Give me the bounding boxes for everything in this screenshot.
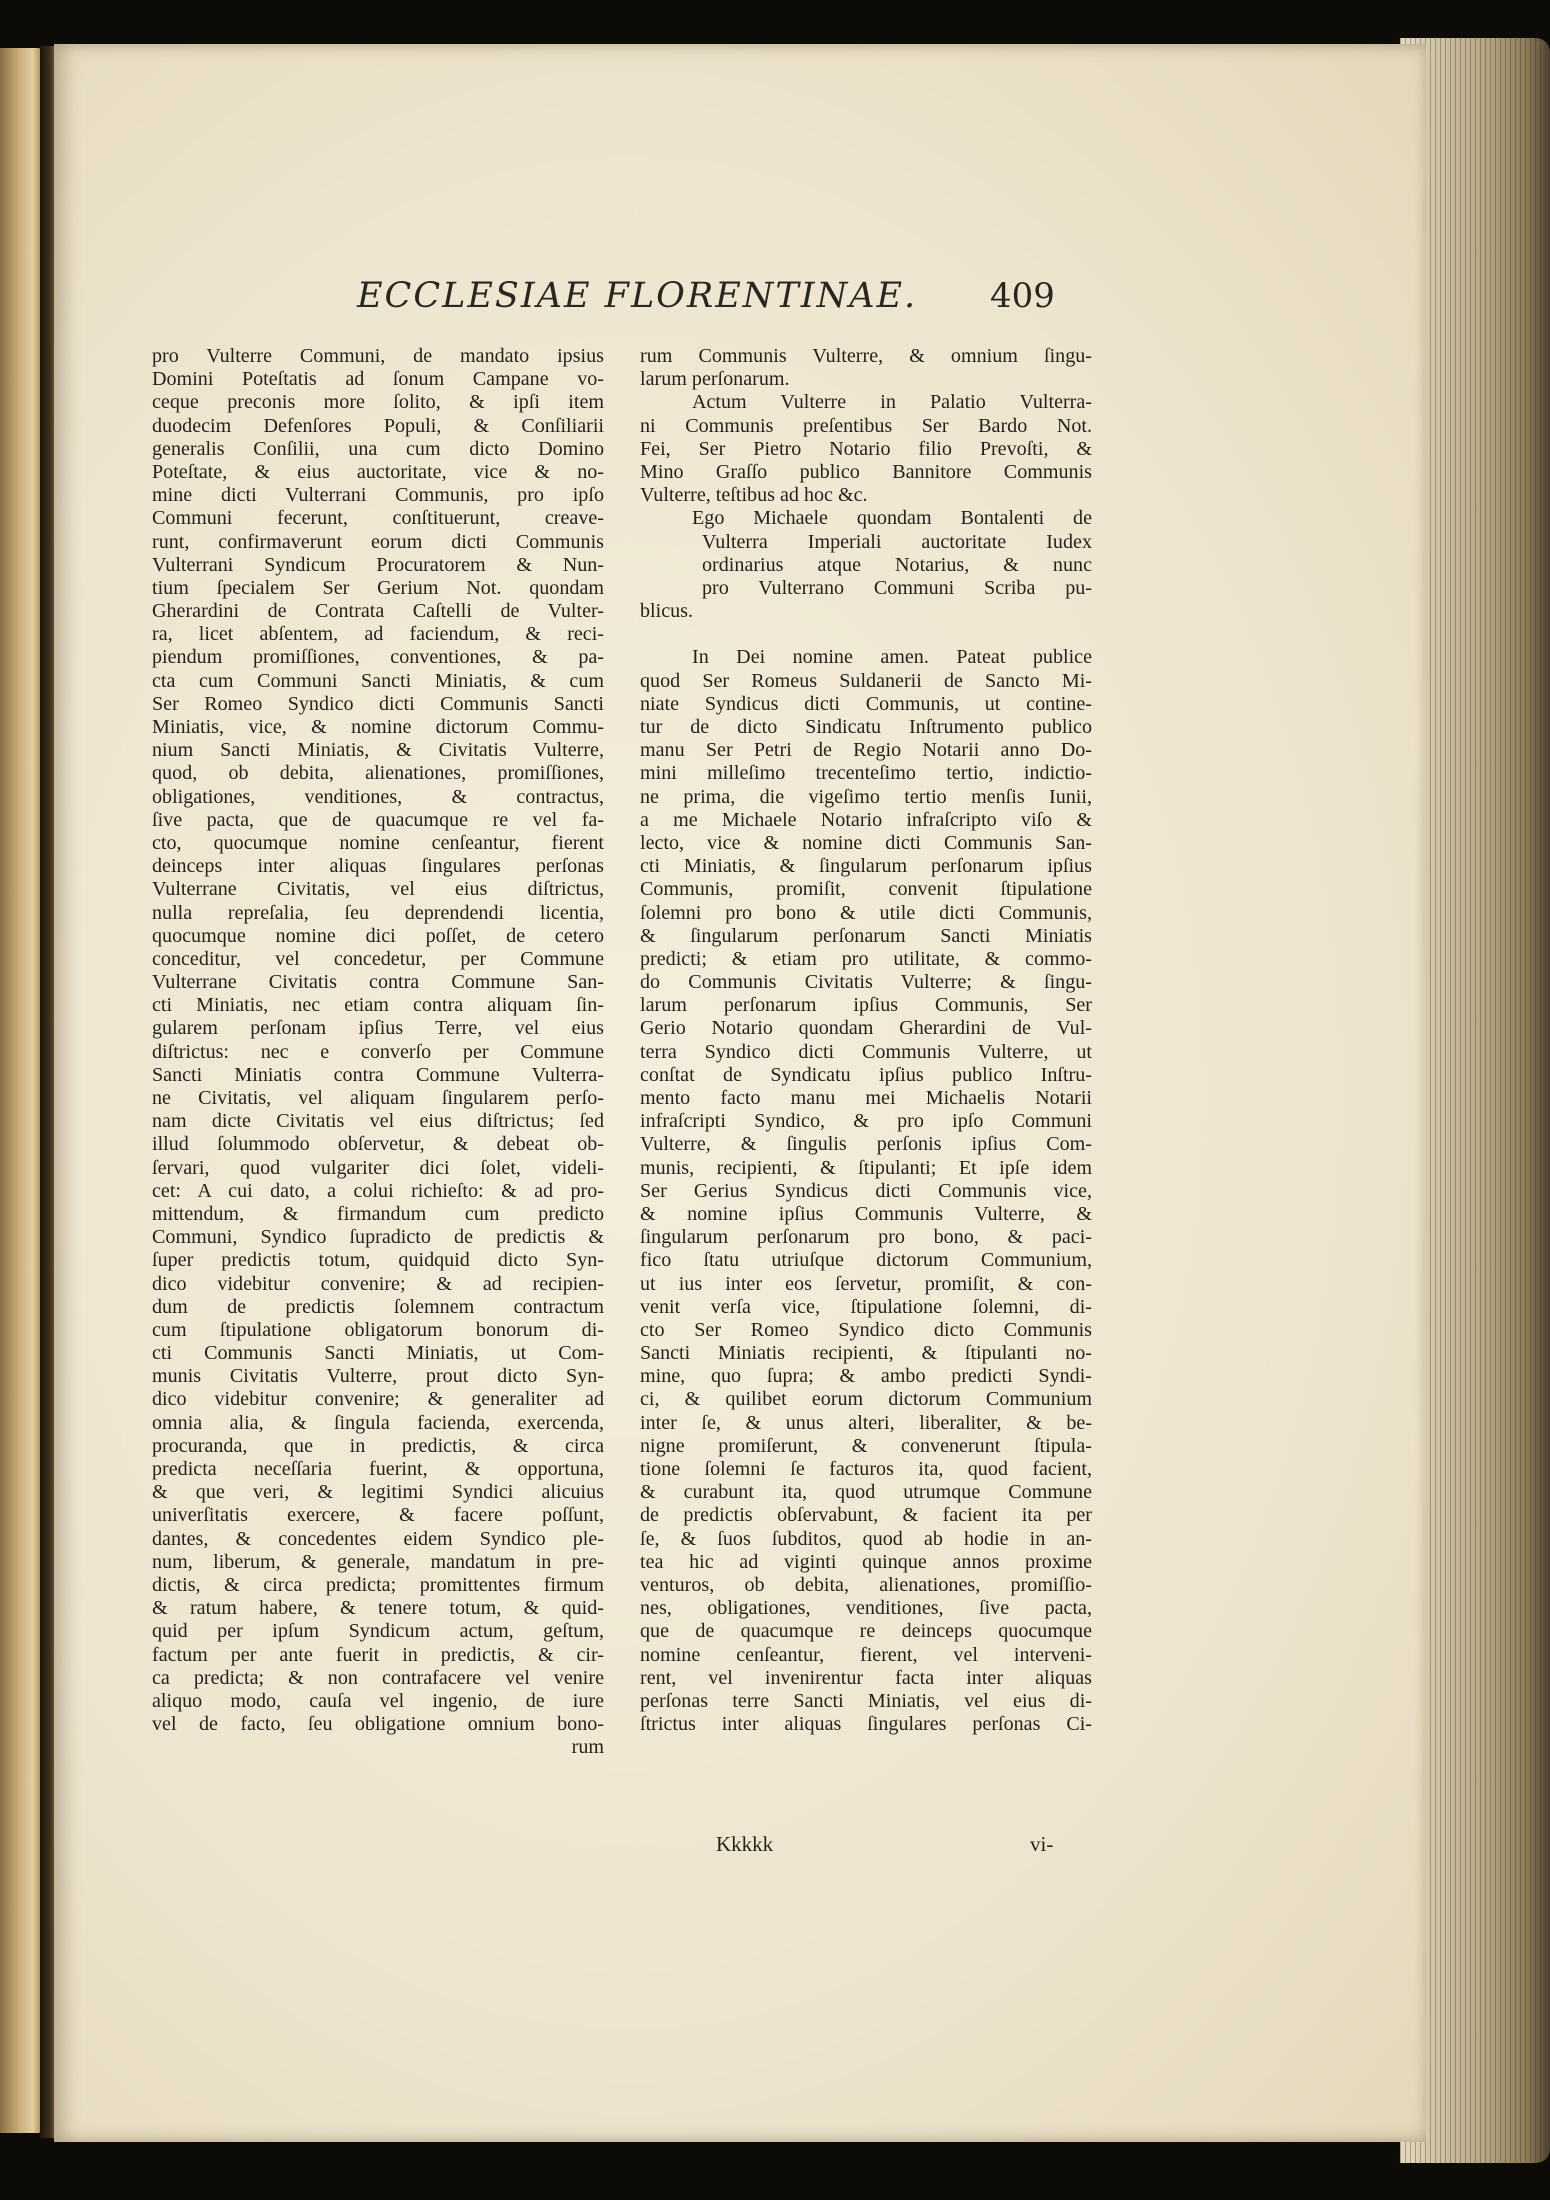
text-line: cti Miniatis, & ſingularum perſonarum ipſius — [640, 855, 1092, 878]
text-line: & que veri, & legitimi Syndici alicuius — [152, 1481, 604, 1504]
signature-mark: Kkkkk — [716, 1832, 774, 1856]
text-line: Ser Gerius Syndicus dicti Communis vice, — [640, 1179, 1092, 1202]
text-line: piendum promiſſiones, conventiones, & pa- — [152, 646, 604, 669]
text-line: fico ſtatu utriuſque dictorum Communium, — [640, 1249, 1092, 1272]
text-line: Domini Poteſtatis ad ſonum Campane vo- — [152, 368, 604, 391]
text-line: ſuper predictis totum, quidquid dicto Syn- — [152, 1249, 604, 1272]
text-line — [640, 623, 1092, 646]
text-line: ſervari, quod vulgariter dici ſolet, videli- — [152, 1156, 604, 1179]
text-line: tea hic ad viginti quinque annos proxime — [640, 1550, 1092, 1573]
running-head: ECCLESIAE FLORENTINAE. — [357, 276, 918, 316]
text-line: Vulterrani Syndicum Procuratorem & Nun- — [152, 553, 604, 576]
text-line: predicti; & etiam pro utilitate, & commo- — [640, 947, 1092, 970]
text-line: rum — [571, 1736, 604, 1759]
text-line: cet: A cui dato, a colui richieſto: & ad pro- — [152, 1179, 604, 1202]
text-line: manu Ser Petri de Regio Notarii anno Do- — [640, 739, 1092, 762]
text-line: nigne promiſerunt, & convenerunt ſtipula- — [640, 1434, 1092, 1457]
right-column — [640, 345, 1092, 1736]
text-line: Sancti Miniatis recipienti, & ſtipulanti no- — [640, 1342, 1092, 1365]
text-line: rent, vel invenirentur facta inter aliquas — [640, 1666, 1092, 1689]
text-line: gularem perſonam ipſius Terre, vel eius — [152, 1017, 604, 1040]
text-line: Communi fecerunt, conſtituerunt, creave- — [152, 507, 604, 530]
text-line: terra Syndico dicti Communis Vulterre, ut — [640, 1040, 1092, 1063]
text-line: cum ſtipulatione obligatorum bonorum di- — [152, 1318, 604, 1341]
text-line: num, liberum, & generale, mandatum in pre- — [152, 1550, 604, 1573]
left-page-edge — [0, 48, 42, 2133]
text-line: quid per ipſum Syndicum actum, geſtum, — [152, 1620, 604, 1643]
text-line: univerſitatis exercere, & facere poſſunt, — [152, 1504, 604, 1527]
text-line: mittendum, & firmandum cum predicto — [152, 1202, 604, 1225]
text-line: Ego Michaele quondam Bontalenti de — [692, 507, 1092, 530]
text-line: Mino Graſſo publico Bannitore Communis — [640, 460, 1092, 483]
text-line: dictis, & circa predicta; promittentes firmum — [152, 1573, 604, 1596]
text-line: do Communis Civitatis Vulterre; & ſingu- — [640, 971, 1092, 994]
text-line: Ser Romeo Syndico dicti Communis Sancti — [152, 692, 604, 715]
text-line: cto Ser Romeo Syndico dicto Communis — [640, 1318, 1092, 1341]
text-line: predicta neceſſaria fuerint, & opportuna, — [152, 1458, 604, 1480]
text-line: ut ius inter eos ſervetur, promiſit, & con- — [640, 1272, 1092, 1295]
text-line: cti Miniatis, nec etiam contra aliquam ſin- — [152, 994, 604, 1017]
text-line: Gerio Notario quondam Gherardini de Vul- — [640, 1017, 1092, 1040]
text-line: & ratum habere, & tenere totum, & quid- — [152, 1597, 604, 1620]
text-line: Poteſtate, & eius auctoritate, vice & no- — [152, 460, 604, 483]
text-line: ne Civitatis, vel aliquam ſingularem perſo- — [152, 1087, 604, 1109]
text-line: nium Sancti Miniatis, & Civitatis Vulterre, — [152, 739, 604, 762]
text-line: Actum Vulterre in Palatio Vulterra- — [692, 391, 1092, 414]
text-line: Vulterre, & ſingulis perſonis ipſius Com- — [640, 1133, 1092, 1156]
text-line: munis Civitatis Vulterre, prout dicto Syn- — [152, 1365, 604, 1388]
text-line: nes, obligationes, venditiones, ſive pacta, — [640, 1597, 1092, 1620]
text-line: larum perſonarum. — [640, 368, 790, 391]
text-line: ſolemni pro bono & utile dicti Communis, — [640, 901, 1092, 924]
text-line: Fei, Ser Pietro Notario filio Prevoſti, & — [640, 437, 1092, 460]
text-line: & curabunt ita, quod utrumque Commune — [640, 1481, 1092, 1504]
text-line: Vulterrane Civitatis, vel eius diſtrictus, — [152, 878, 604, 901]
left-column — [152, 345, 604, 1759]
text-line: ra, licet abſentem, ad faciendum, & reci- — [152, 623, 604, 646]
text-line: cta cum Communi Sancti Miniatis, & cum — [152, 669, 604, 692]
text-line: ſe, & ſuos ſubditos, quod ab hodie in an- — [640, 1527, 1092, 1550]
text-line: a me Michaele Notario infraſcripto viſo & — [640, 808, 1092, 831]
text-line: ordinarius atque Notarius, & nunc — [702, 553, 1092, 576]
text-line: ne prima, die vigeſimo tertio menſis Iunii, — [640, 785, 1092, 808]
text-line: diſtrictus: nec e converſo per Commune — [152, 1040, 604, 1063]
text-line: deinceps inter aliquas ſingulares perſonas — [152, 855, 604, 878]
text-line: duodecim Defenſores Populi, & Conſiliarii — [152, 414, 604, 437]
text-line: illud ſolummodo obſervetur, & debeat ob- — [152, 1133, 604, 1156]
text-line: obligationes, venditiones, & contractus, — [152, 785, 604, 808]
text-line: mini milleſimo trecenteſimo tertio, indictio- — [640, 762, 1092, 785]
text-line: vel de facto, ſeu obligatione omnium bono- — [152, 1713, 604, 1736]
text-line: Communis, promiſit, convenit ſtipulatione — [640, 878, 1092, 901]
text-line: ni Communis preſentibus Ser Bardo Not. — [640, 414, 1092, 437]
text-line: de predictis obſervabunt, & facient ita per — [640, 1504, 1092, 1527]
text-line: Vulterrane Civitatis contra Commune San- — [152, 971, 604, 994]
text-line: perſonas terre Sancti Miniatis, vel eius di- — [640, 1689, 1092, 1712]
text-line: mine, quo ſupra; & ambo predicti Syndi- — [640, 1365, 1092, 1388]
text-line: ca predicta; & non contrafacere vel venire — [152, 1666, 604, 1689]
text-line: & ſingularum perſonarum Sancti Miniatis — [640, 924, 1092, 947]
text-line: In Dei nomine amen. Pateat publice — [692, 646, 1092, 669]
text-line: ſingularum perſonarum pro bono, & paci- — [640, 1226, 1092, 1249]
text-line: dantes, & concedentes eidem Syndico ple- — [152, 1527, 604, 1550]
text-line: larum perſonarum ipſius Communis, Ser — [640, 994, 1092, 1017]
text-line: pro Vulterre Communi, de mandato ipsius — [152, 345, 604, 367]
text-line: ſtrictus inter aliquas ſingulares perſonas Ci- — [640, 1713, 1092, 1736]
text-line: cti Communis Sancti Miniatis, ut Com- — [152, 1342, 604, 1365]
text-line: tur de dicto Sindicatu Inſtrumento publico — [640, 716, 1092, 738]
text-line: aliquo modo, cauſa vel ingenio, de iure — [152, 1689, 604, 1712]
text-line: venit verſa vice, ſtipulatione ſolemni, di- — [640, 1295, 1092, 1318]
text-line: ci, & quilibet eorum dictorum Communium — [640, 1388, 1092, 1411]
text-line: nomine cenſeantur, fierent, vel interveni- — [640, 1643, 1092, 1666]
text-line: niate Syndicus dicti Communis, ut contine- — [640, 692, 1092, 715]
text-line: venturos, ob debita, alienationes, promiſſio- — [640, 1573, 1092, 1596]
text-line: cto, quocumque nomine cenſeantur, fierent — [152, 831, 604, 854]
text-line: pro Vulterrano Communi Scriba pu- — [702, 576, 1092, 599]
page-number: 409 — [990, 276, 1055, 316]
text-line: procuranda, que in predictis, & circa — [152, 1434, 604, 1457]
text-line: Vulterra Imperiali auctoritate Iudex — [702, 530, 1092, 553]
text-line: Gherardini de Contrata Caſtelli de Vulter- — [152, 600, 604, 623]
text-line: mine dicti Vulterrani Communis, pro ipſo — [152, 484, 604, 507]
text-line: Communi, Syndico ſupradicto de predictis & — [152, 1226, 604, 1249]
text-line: que de quacumque re deinceps quocumque — [640, 1620, 1092, 1643]
text-line: ſive pacta, que de quacumque re vel fa- — [152, 808, 604, 831]
text-line: quod Ser Romeus Suldanerii de Sancto Mi- — [640, 669, 1092, 692]
text-line: tione ſolemni ſe facturos ita, quod facient, — [640, 1458, 1092, 1480]
text-line: tium ſpecialem Ser Gerium Not. quondam — [152, 576, 604, 599]
text-line: factum per ante fuerit in predictis, & cir- — [152, 1643, 604, 1666]
text-line: quod, ob debita, alienationes, promiſſiones, — [152, 762, 604, 785]
text-line: munis, recipienti, & ſtipulanti; Et ipſe idem — [640, 1156, 1092, 1179]
text-line: rum Communis Vulterre, & omnium ſingu- — [640, 345, 1092, 367]
text-line: generalis Conſilii, una cum dicto Domino — [152, 437, 604, 460]
text-line: Vulterre, teſtibus ad hoc &c. — [640, 484, 868, 507]
text-line: ceque preconis more ſolito, & ipſi item — [152, 391, 604, 414]
text-line: omnia alia, & ſingula facienda, exercenda, — [152, 1411, 604, 1434]
text-line: infraſcripti Syndico, & pro ipſo Communi — [640, 1110, 1092, 1133]
text-line: dum de predictis ſolemnem contractum — [152, 1295, 604, 1318]
text-line: conceditur, vel concedetur, per Commune — [152, 947, 604, 970]
text-line: nam dicte Civitatis vel eius diſtrictus; ſed — [152, 1110, 604, 1133]
text-line: dico videbitur convenire; & generaliter ad — [152, 1388, 604, 1411]
text-line: dico videbitur convenire; & ad recipien- — [152, 1272, 604, 1295]
text-line: quocumque nomine dici poſſet, de cetero — [152, 924, 604, 947]
text-line: nulla repreſalia, ſeu deprendendi licentia, — [152, 901, 604, 924]
text-line: runt, confirmaverunt eorum dicti Communis — [152, 530, 604, 553]
text-line: lecto, vice & nomine dicti Communis San- — [640, 831, 1092, 854]
text-line: Miniatis, vice, & nomine dictorum Commu- — [152, 716, 604, 738]
text-line: inter ſe, & unus alteri, liberaliter, & be- — [640, 1411, 1092, 1434]
text-line: conſtat de Syndicatu ipſius publico Inſtru- — [640, 1063, 1092, 1086]
text-line: mento facto manu mei Michaelis Notarii — [640, 1087, 1092, 1109]
text-line: blicus. — [640, 600, 694, 623]
catchword: vi- — [1030, 1832, 1054, 1856]
text-line: & nomine ipſius Communis Vulterre, & — [640, 1202, 1092, 1225]
text-line: Sancti Miniatis contra Commune Vulterra- — [152, 1063, 604, 1086]
